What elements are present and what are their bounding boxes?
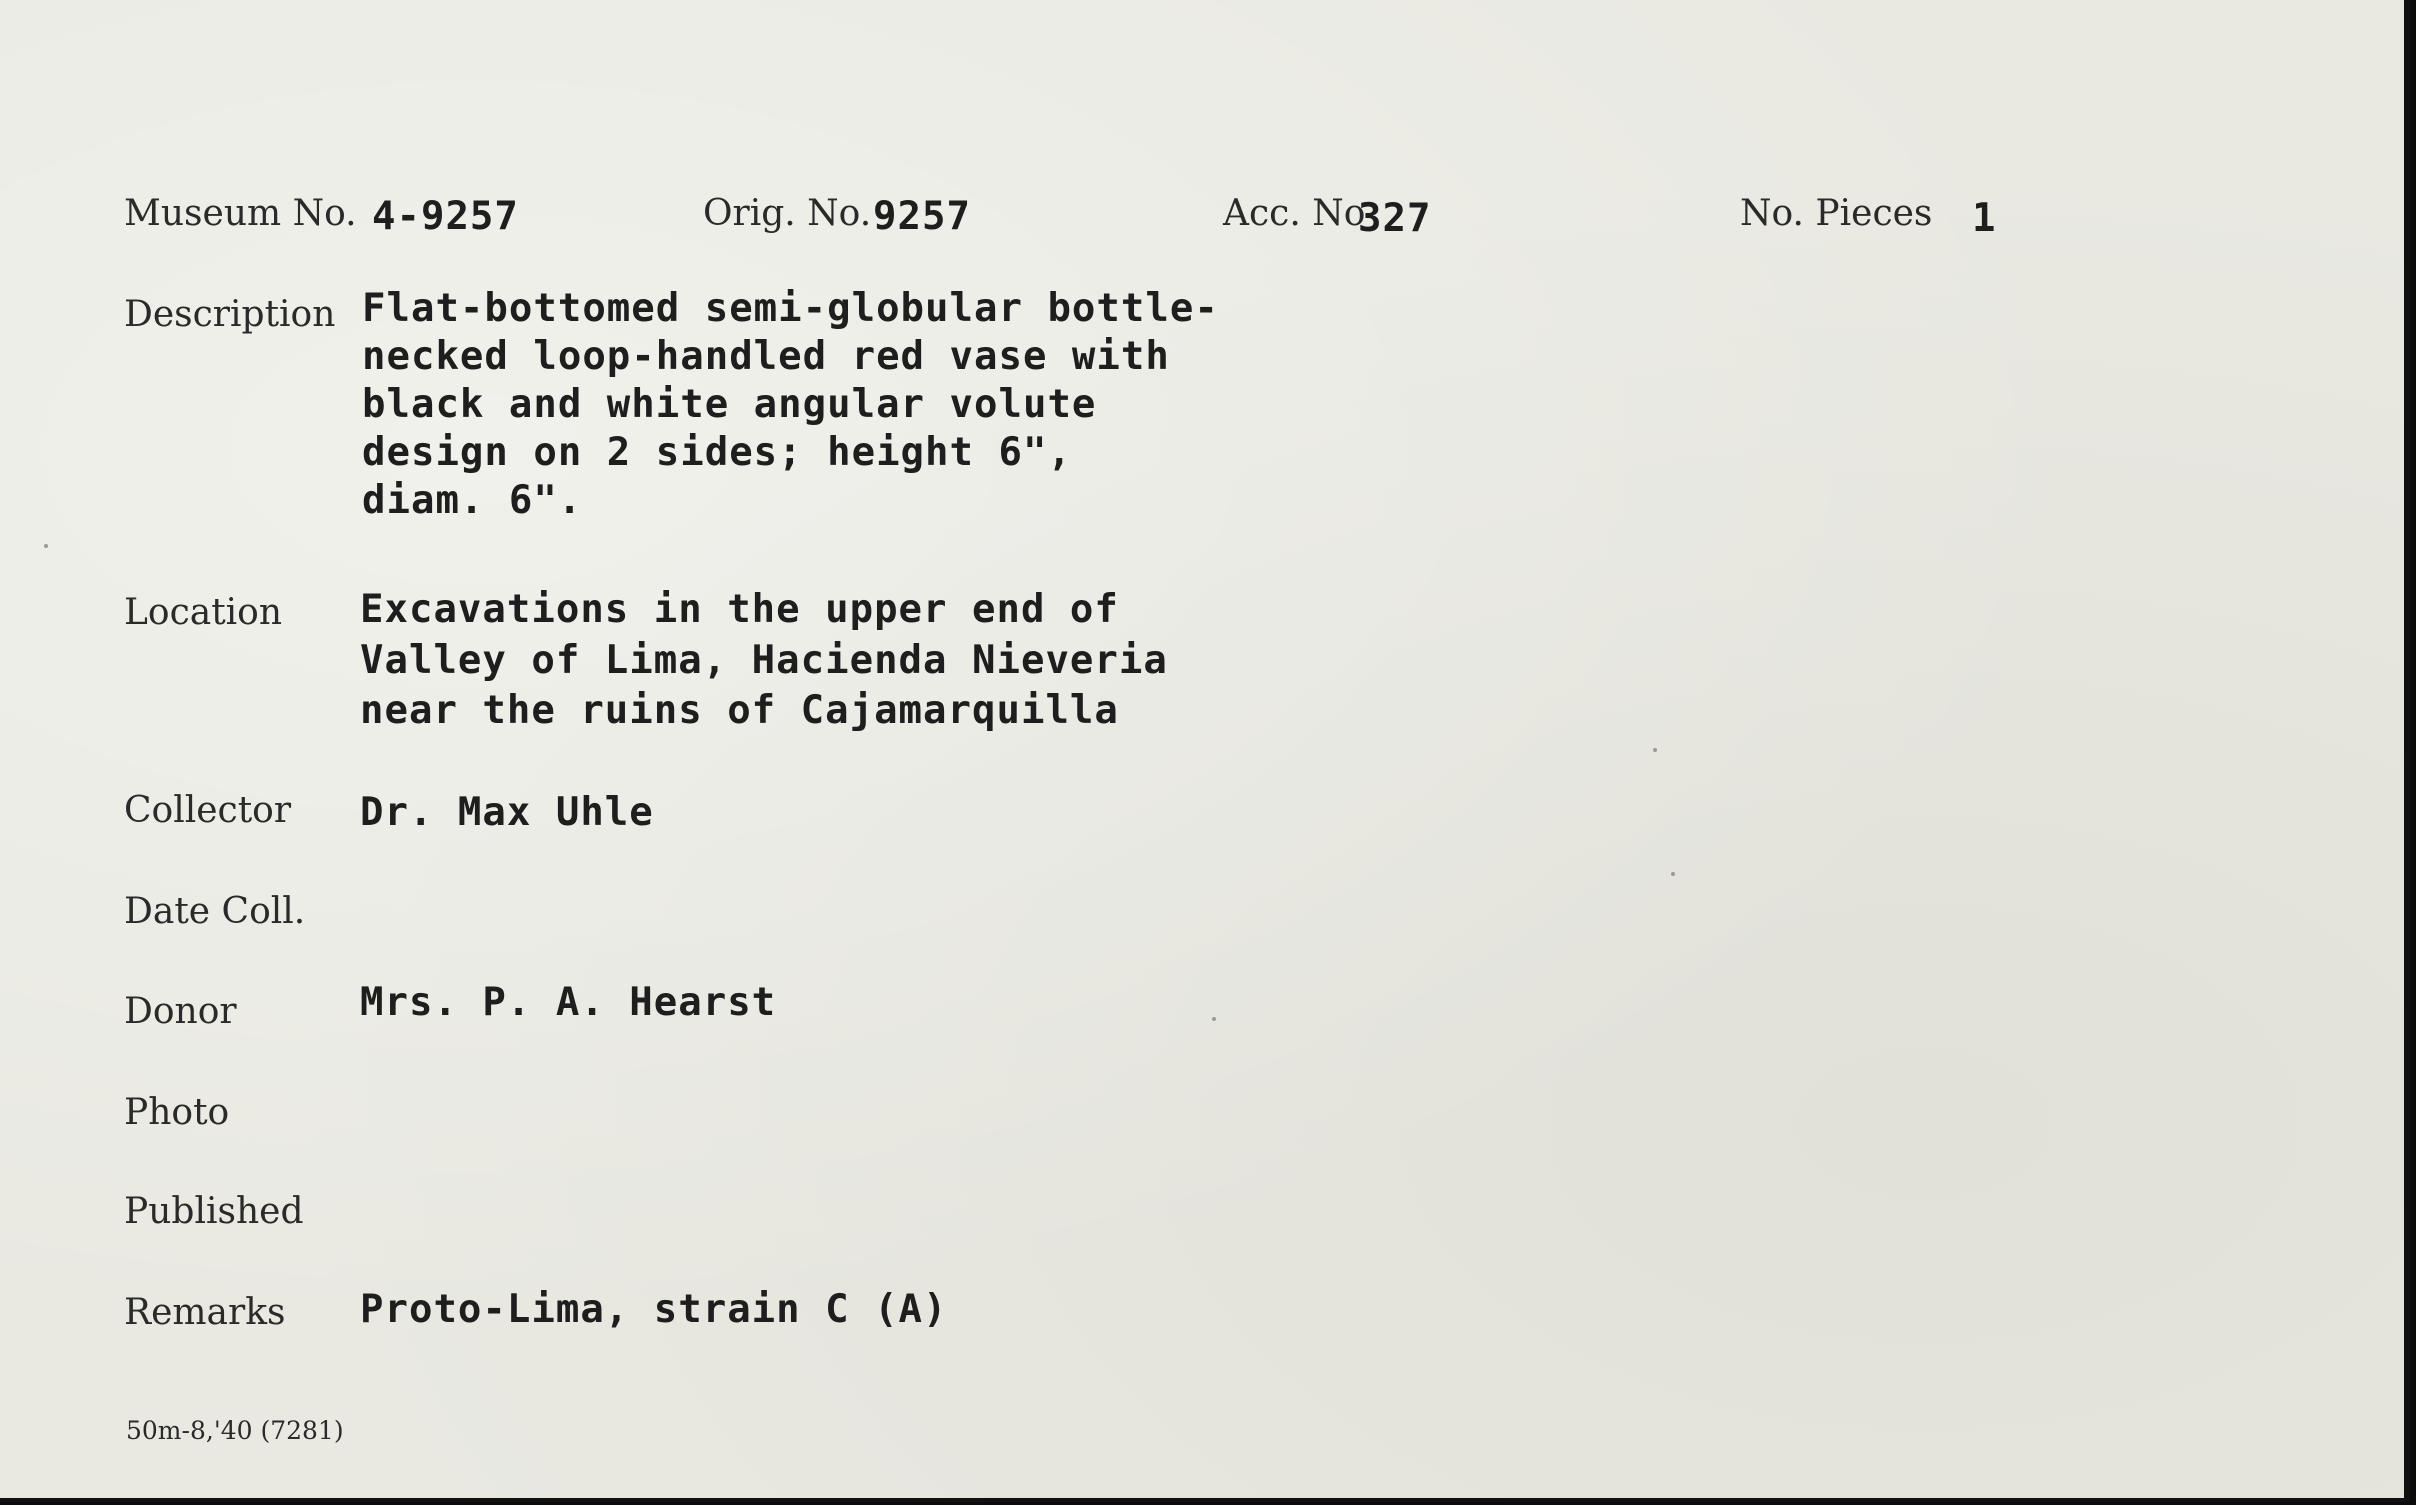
location-label: Location: [124, 592, 283, 633]
pieces-value: 1: [1972, 196, 1997, 241]
location-line: Valley of Lima, Hacienda Nieveria: [360, 638, 1168, 683]
description-line: Flat-bottomed semi-globular bottle-: [362, 286, 1219, 331]
description-label: Description: [124, 294, 336, 335]
orig-no-label: Orig. No.: [703, 193, 872, 234]
location-line: Excavations in the upper end of: [360, 587, 1119, 632]
museum-no-label: Museum No.: [124, 193, 357, 234]
description-line: design on 2 sides; height 6",: [362, 430, 1072, 475]
paper-speck: [44, 544, 48, 548]
museum-no-value: 4-9257: [372, 194, 519, 239]
description-text: [362, 285, 1219, 525]
published-label: Published: [124, 1191, 304, 1232]
date-coll-label: Date Coll.: [124, 891, 306, 932]
acc-no-label: Acc. No: [1223, 193, 1366, 234]
collector-label: Collector: [124, 790, 292, 831]
acc-no-value: 327: [1358, 196, 1432, 241]
donor-label: Donor: [124, 991, 237, 1032]
paper-speck: [1653, 748, 1657, 752]
remarks-value: Proto-Lima, strain C (A): [360, 1287, 948, 1332]
location-text: [360, 585, 1168, 735]
pieces-label: No. Pieces: [1740, 193, 1933, 234]
photo-label: Photo: [124, 1092, 230, 1133]
donor-value: Mrs. P. A. Hearst: [360, 980, 777, 1025]
description-line: diam. 6".: [362, 478, 583, 523]
orig-no-value: 9257: [873, 194, 971, 239]
print-code: 50m-8,'40 (7281): [126, 1416, 344, 1445]
remarks-label: Remarks: [124, 1292, 286, 1333]
location-line: near the ruins of Cajamarquilla: [360, 688, 1119, 733]
paper-speck: [1671, 872, 1675, 876]
description-line: black and white angular volute: [362, 382, 1097, 427]
collector-value: Dr. Max Uhle: [360, 790, 654, 835]
description-line: necked loop-handled red vase with: [362, 334, 1170, 379]
paper-speck: [1212, 1017, 1216, 1021]
